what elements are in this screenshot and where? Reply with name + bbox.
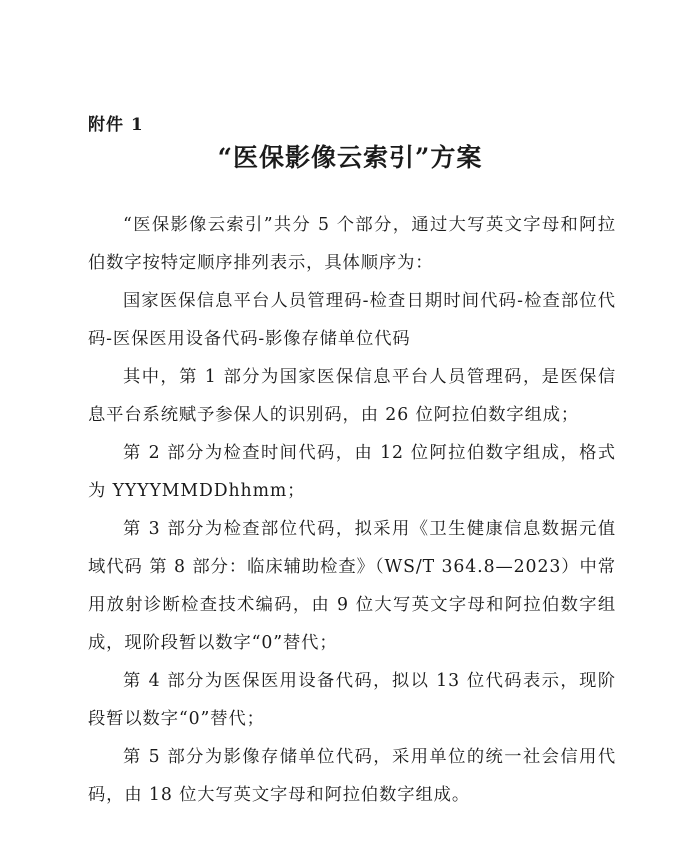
document-title: “医保影像云索引”方案 (217, 143, 483, 172)
attachment-label: 附件 1 (88, 115, 144, 135)
paragraph-index-format: 国家医保信息平台人员管理码-检查日期时间代码-检查部位代码-医保医用设备代码-影像存储单位代码 (88, 291, 616, 349)
paragraph-intro: “医保影像云索引”共分 5 个部分，通过大写英文字母和阿拉伯数字按特定顺序排列表示，具体顺序为： (88, 215, 616, 273)
paragraph-part-2: 第 2 部分为检查时间代码，由 12 位阿拉伯数字组成，格式为 YYYYMMDDhhmm； (88, 443, 616, 501)
paragraph-part-4: 第 4 部分为医保医用设备代码，拟以 13 位代码表示，现阶段暂以数字“0”替代； (88, 671, 616, 729)
paragraph-part-1: 其中，第 1 部分为国家医保信息平台人员管理码，是医保信息平台系统赋予参保人的识别码，由 26 位阿拉伯数字组成； (88, 367, 616, 425)
paragraph-part-5: 第 5 部分为影像存储单位代码，采用单位的统一社会信用代码，由 18 位大写英文字母和阿拉伯数字组成。 (88, 747, 616, 805)
document-body (88, 206, 616, 814)
paragraph-part-3: 第 3 部分为检查部位代码，拟采用《卫生健康信息数据元值域代码 第 8 部分：临床辅助检查》（WS/T 364.8—2023）中常用放射诊断检查技术编码，由 9 位大写英文字母和阿拉伯数字组成，现阶段暂以数字“0”替代； (88, 519, 616, 653)
